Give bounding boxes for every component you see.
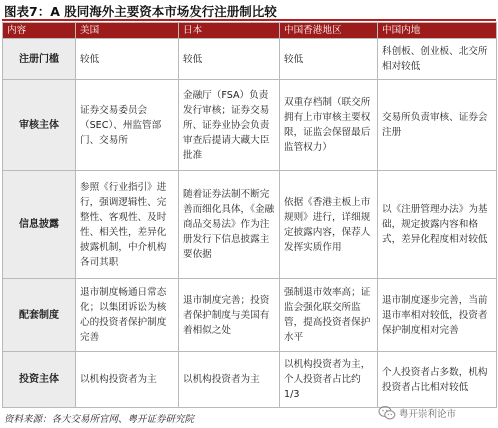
table-cell: 退市制度逐步完善，当前退市率相对较低，投资者保护制度相对完善 [378,279,497,352]
table-cell: 较低 [76,39,179,80]
table-cell: 证券交易委员会（SEC）、州监管部门、交易所 [76,80,179,171]
table-cell: 以《注册管理办法》为基础，规定披露内容和格式，差异化程度相对较低 [378,171,497,279]
table-cell: 依据《香港主板上市规则》进行，详细规定披露内容，保荐人发挥实质作用 [280,171,378,279]
row-label: 配套制度 [3,279,76,352]
row-label: 注册门槛 [3,39,76,80]
row-label: 审核主体 [3,80,76,171]
table-cell: 金融厅（FSA）负责发行审核；证券交易所、证券业协会负责审查后提请大藏大臣批准 [179,80,280,171]
table-row [3,352,497,408]
figure-title: 图表7：A 股同海外主要资本市场发行注册制比较 [4,4,277,19]
watermark [378,404,456,422]
table-cell: 较低 [280,39,378,80]
header-row [3,23,497,39]
title-rule [2,19,496,21]
table-cell: 以机构投资者为主 [76,352,179,408]
table-cell: 个人投资者占多数，机构投资者占比相对较低 [378,352,497,408]
table-cell: 科创板、创业板、北交所相对较低 [378,39,497,80]
table-cell: 退市制度完善；投资者保护制度与美国有着相似之处 [179,279,280,352]
table-cell: 双重存档制（联交所拥有上市审核主要权限，证监会保留最后监管权力） [280,80,378,171]
table-cell: 强制退市效率高；证监会强化联交所监管，提高投资者保护水平 [280,279,378,352]
row-label: 信息披露 [3,171,76,279]
table-row [3,80,497,171]
table-cell: 交易所负责审核、证券会注册 [378,80,497,171]
table-row [3,279,497,352]
source-note: 资料来源：各大交易所官网、粤开证券研究院 [4,414,195,425]
table-cell: 退市制度畅通日常态化；以集团诉讼为核心的投资者保护制度完善 [76,279,179,352]
column-header: 内容 [3,23,76,39]
comparison-table [2,22,497,408]
column-header: 中国内地 [378,23,497,39]
table-row [3,39,497,80]
table-row [3,171,497,279]
column-header: 中国香港地区 [280,23,378,39]
watermark-text: 粤开崇利论市 [399,409,457,420]
column-header: 美国 [76,23,179,39]
column-header: 日本 [179,23,280,39]
table-cell: 以机构投资者为主，个人投资者占比约 1/3 [280,352,378,408]
table-cell: 参照《行业指引》进行，强调逻辑性、完整性、客观性、及时性、相关性，差异化披露机制，中介机构各司其职 [76,171,179,279]
wechat-icon [378,405,396,421]
table-cell: 以机构投资者为主 [179,352,280,408]
table-cell: 较低 [179,39,280,80]
table-cell: 随着证券法制不断完善而细化具体，《金融商品交易法》作为注册发行下信息披露主要依据 [179,171,280,279]
row-label: 投资主体 [3,352,76,408]
